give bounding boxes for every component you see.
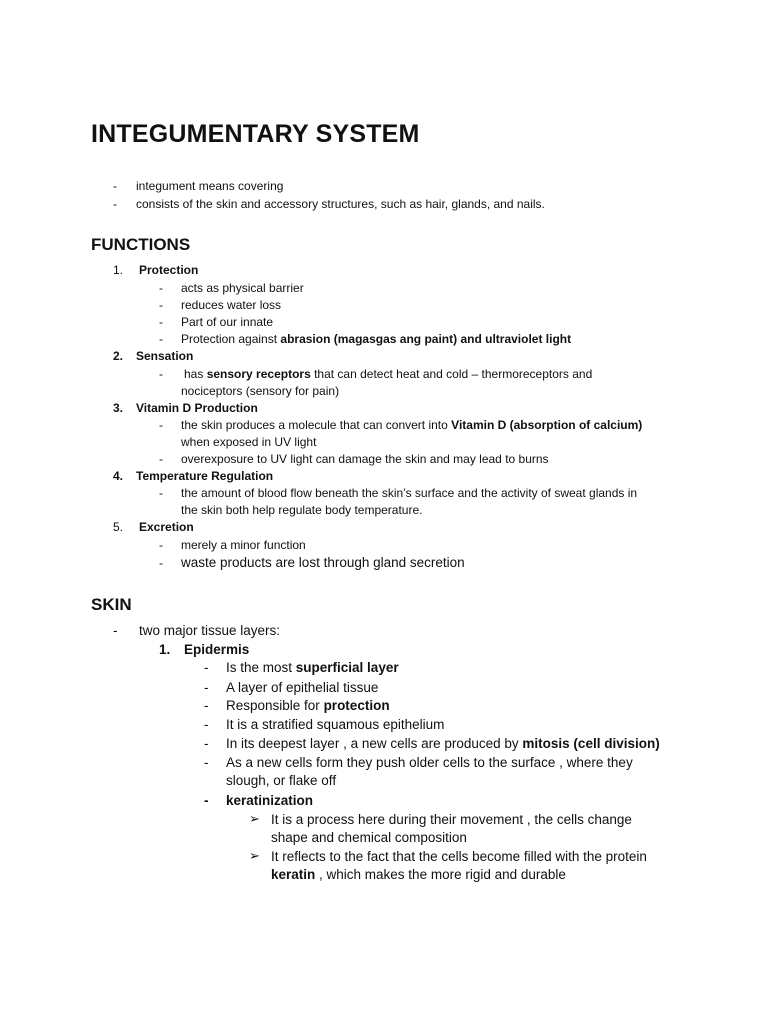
keratinization-item-1-cont: shape and chemical composition bbox=[271, 830, 467, 845]
keratinization-item-2-cont: keratin , which makes the more rigid and durable bbox=[271, 867, 566, 882]
function-number: 2. bbox=[113, 349, 124, 363]
intro-item-2: consists of the skin and accessory structures, such as hair, glands, and nails. bbox=[136, 197, 545, 211]
bullet-dash: - bbox=[113, 197, 117, 211]
intro-item-1: integument means covering bbox=[136, 179, 284, 193]
bullet-dash: - bbox=[159, 298, 163, 312]
excretion-item-2: waste products are lost through gland secretion bbox=[181, 555, 465, 570]
epidermis-item-5: In its deepest layer , a new cells are produced by mitosis (cell division) bbox=[226, 736, 660, 751]
bullet-dash: - bbox=[204, 736, 209, 751]
function-number: 5. bbox=[113, 520, 124, 534]
keratinization-item-1: It is a process here during their movement , the cells change bbox=[271, 812, 632, 827]
vitamin-d-item-2: overexposure to UV light can damage the skin and may lead to burns bbox=[181, 452, 549, 466]
bullet-dash: - bbox=[159, 332, 163, 346]
epidermis-item-2: A layer of epithelial tissue bbox=[226, 680, 379, 695]
sensation-item-1-cont: nociceptors (sensory for pain) bbox=[181, 384, 340, 398]
skin-intro: two major tissue layers: bbox=[139, 623, 281, 638]
arrow-bullet-icon: ➢ bbox=[249, 848, 260, 863]
epidermis-item-1: Is the most superficial layer bbox=[226, 660, 399, 675]
epidermis-item-4: It is a stratified squamous epithelium bbox=[226, 717, 445, 732]
protection-item-3: Part of our innate bbox=[181, 315, 274, 329]
functions-heading: FUNCTIONS bbox=[91, 235, 191, 254]
epidermis-item-3: Responsible for protection bbox=[226, 698, 390, 713]
vitamin-d-item-1: the skin produces a molecule that can convert into Vitamin D (absorption of calcium) bbox=[181, 418, 643, 432]
bullet-dash: - bbox=[204, 680, 209, 695]
bullet-dash: - bbox=[159, 315, 163, 329]
keratinization-label: keratinization bbox=[226, 793, 314, 808]
function-number: 1. bbox=[113, 263, 124, 277]
function-title-protection: Protection bbox=[139, 263, 199, 277]
bullet-dash: - bbox=[204, 698, 209, 713]
bullet-dash: - bbox=[159, 367, 163, 381]
bullet-dash: - bbox=[159, 418, 163, 432]
bullet-dash: - bbox=[159, 486, 163, 500]
temperature-item-1-cont: the skin both help regulate body temperature. bbox=[181, 503, 423, 517]
bullet-dash: - bbox=[159, 452, 163, 466]
function-title-vitamin-d: Vitamin D Production bbox=[136, 401, 258, 415]
arrow-bullet-icon: ➢ bbox=[249, 811, 260, 826]
function-title-sensation: Sensation bbox=[136, 349, 194, 363]
function-number: 4. bbox=[113, 469, 124, 483]
protection-item-1: acts as physical barrier bbox=[181, 281, 304, 295]
protection-item-4: Protection against abrasion (magasgas ang paint) and ultraviolet light bbox=[181, 332, 572, 346]
function-number: 3. bbox=[113, 401, 124, 415]
bullet-dash: - bbox=[204, 660, 209, 675]
epidermis-title: Epidermis bbox=[184, 642, 250, 657]
function-title-excretion: Excretion bbox=[139, 520, 194, 534]
sensation-item-1: has sensory receptors that can detect heat and cold – thermoreceptors and bbox=[184, 367, 593, 381]
bullet-dash: - bbox=[159, 556, 163, 570]
temperature-item-1: the amount of blood flow beneath the skin’s surface and the activity of sweat glands in bbox=[181, 486, 638, 500]
bullet-dash: - bbox=[159, 281, 163, 295]
skin-heading: SKIN bbox=[91, 595, 132, 614]
bullet-dash: - bbox=[204, 755, 209, 770]
bullet-dash: - bbox=[204, 793, 209, 808]
excretion-item-1: merely a minor function bbox=[181, 538, 306, 552]
bullet-dash: - bbox=[159, 538, 163, 552]
epidermis-item-6: As a new cells form they push older cells to the surface , where they bbox=[226, 755, 633, 770]
function-title-temperature: Temperature Regulation bbox=[136, 469, 274, 483]
epidermis-number: 1. bbox=[159, 642, 171, 657]
bullet-dash: - bbox=[113, 179, 117, 193]
bullet-dash: - bbox=[204, 717, 209, 732]
protection-item-2: reduces water loss bbox=[181, 298, 282, 312]
keratinization-item-2: It reflects to the fact that the cells become filled with the protein bbox=[271, 849, 647, 864]
bullet-dash: - bbox=[113, 623, 118, 638]
page-title: INTEGUMENTARY SYSTEM bbox=[91, 120, 420, 148]
epidermis-item-6-cont: slough, or flake off bbox=[226, 773, 337, 788]
vitamin-d-item-1-cont: when exposed in UV light bbox=[181, 435, 317, 449]
